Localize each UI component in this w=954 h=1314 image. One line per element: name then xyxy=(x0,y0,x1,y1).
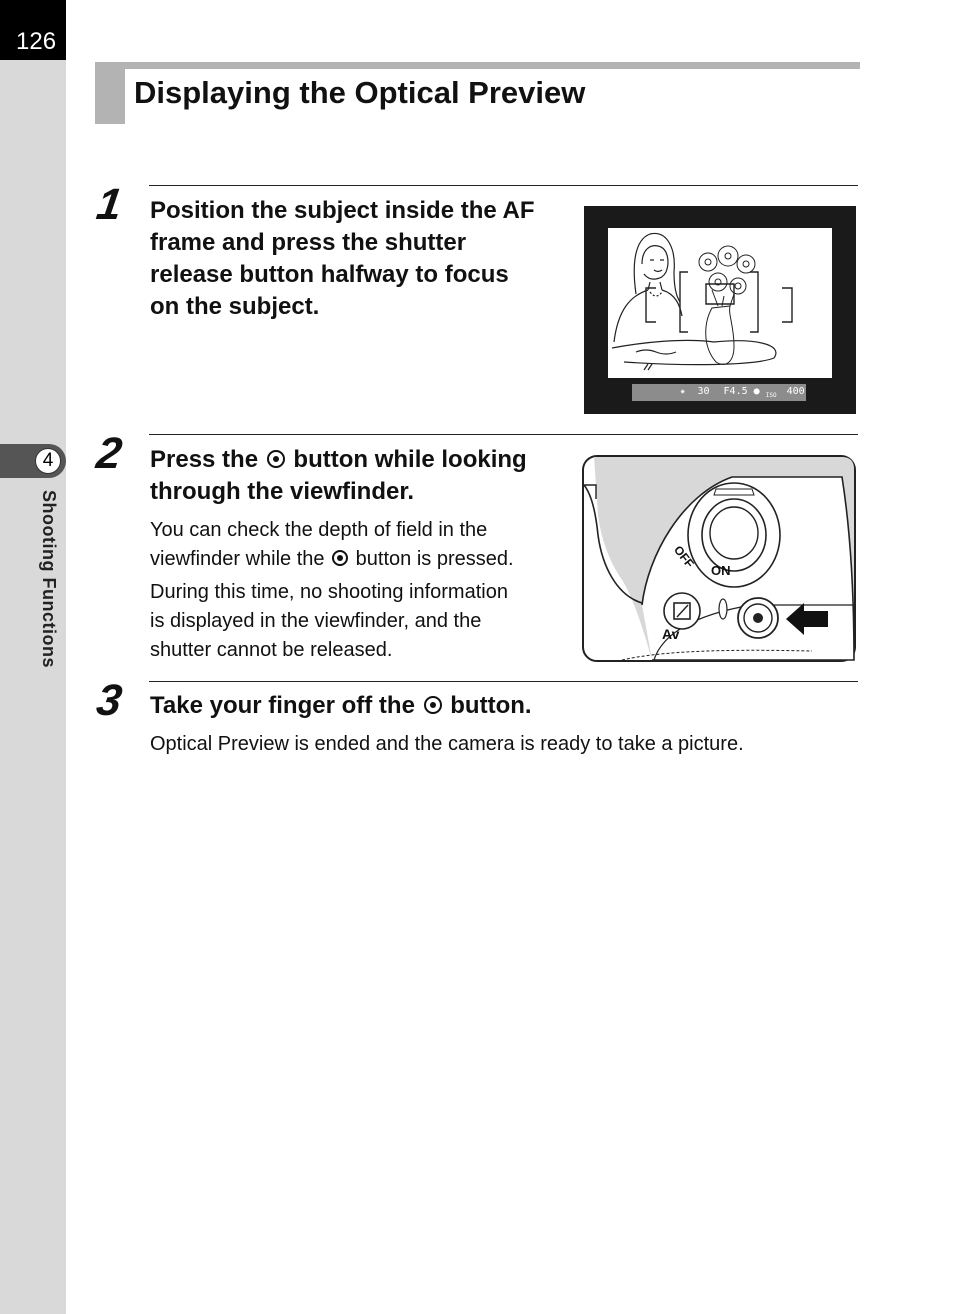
step-2-heading-line xyxy=(150,444,527,476)
step-2-body-text: button is pressed. xyxy=(355,548,514,570)
preview-button-icon xyxy=(424,696,442,714)
step-2-rule xyxy=(149,434,858,435)
chapter-number: 4 xyxy=(35,448,61,474)
shutter-speed-readout: 30 xyxy=(697,386,710,397)
camera-illustration xyxy=(582,455,856,662)
step-2-body-line: shutter cannot be released. xyxy=(150,639,393,661)
power-off-label: OFF xyxy=(670,543,697,571)
step-3-heading-text: Take your finger off the xyxy=(150,692,415,719)
step-2-body xyxy=(150,516,514,665)
step-2-heading-line: through the viewfinder. xyxy=(150,478,415,505)
step-3-body: Optical Preview is ended and the camera is ready to take a picture. xyxy=(150,733,744,755)
section-title: Displaying the Optical Preview xyxy=(134,75,586,110)
section-bar xyxy=(95,62,860,69)
step-3-heading xyxy=(150,690,532,722)
step-3-heading-text: button. xyxy=(450,692,532,719)
step-3-number: 3 xyxy=(93,676,125,725)
viewfinder-info-bar xyxy=(680,386,810,400)
aperture-readout: F4.5 xyxy=(723,386,748,397)
chapter-title: Shooting Functions xyxy=(39,490,59,668)
step-2-body-line: is displayed in the viewfinder, and the xyxy=(150,610,482,632)
preview-button-icon xyxy=(267,450,285,468)
step-2-heading-text: button while looking xyxy=(293,446,527,473)
step-2-heading-text: Press the xyxy=(150,446,259,473)
step-2-body-line: You can check the depth of field in the xyxy=(150,519,488,541)
page-number: 126 xyxy=(16,28,57,55)
viewfinder-drawing xyxy=(584,206,856,414)
camera-drawing xyxy=(582,455,856,662)
viewfinder-illustration xyxy=(584,206,856,414)
iso-readout: 400 xyxy=(786,386,805,397)
step-2-body-line xyxy=(150,545,514,574)
step-2-heading xyxy=(150,444,527,508)
iso-label: ISO xyxy=(765,392,777,399)
step-3-rule xyxy=(149,681,858,682)
section-bar-accent xyxy=(95,62,125,124)
focus-indicator-icon: ● xyxy=(753,386,760,397)
step-1-heading xyxy=(150,195,534,323)
step-2-number: 2 xyxy=(93,429,125,478)
step-1-rule xyxy=(149,185,858,186)
step-1-number: 1 xyxy=(93,180,125,229)
preview-button-icon xyxy=(332,550,348,566)
step-2-body-text: viewfinder while the xyxy=(150,548,325,570)
av-button-label: Av xyxy=(662,626,680,642)
step-1-heading-line: release button halfway to focus xyxy=(150,261,509,288)
flash-icon: ✷ xyxy=(680,387,686,397)
step-1-heading-line: Position the subject inside the AF xyxy=(150,197,535,224)
step-1-heading-line: frame and press the shutter xyxy=(150,229,467,256)
power-on-label: ON xyxy=(711,563,731,578)
step-1-heading-line: on the subject. xyxy=(150,293,320,320)
step-2-body-line: During this time, no shooting information xyxy=(150,581,508,603)
